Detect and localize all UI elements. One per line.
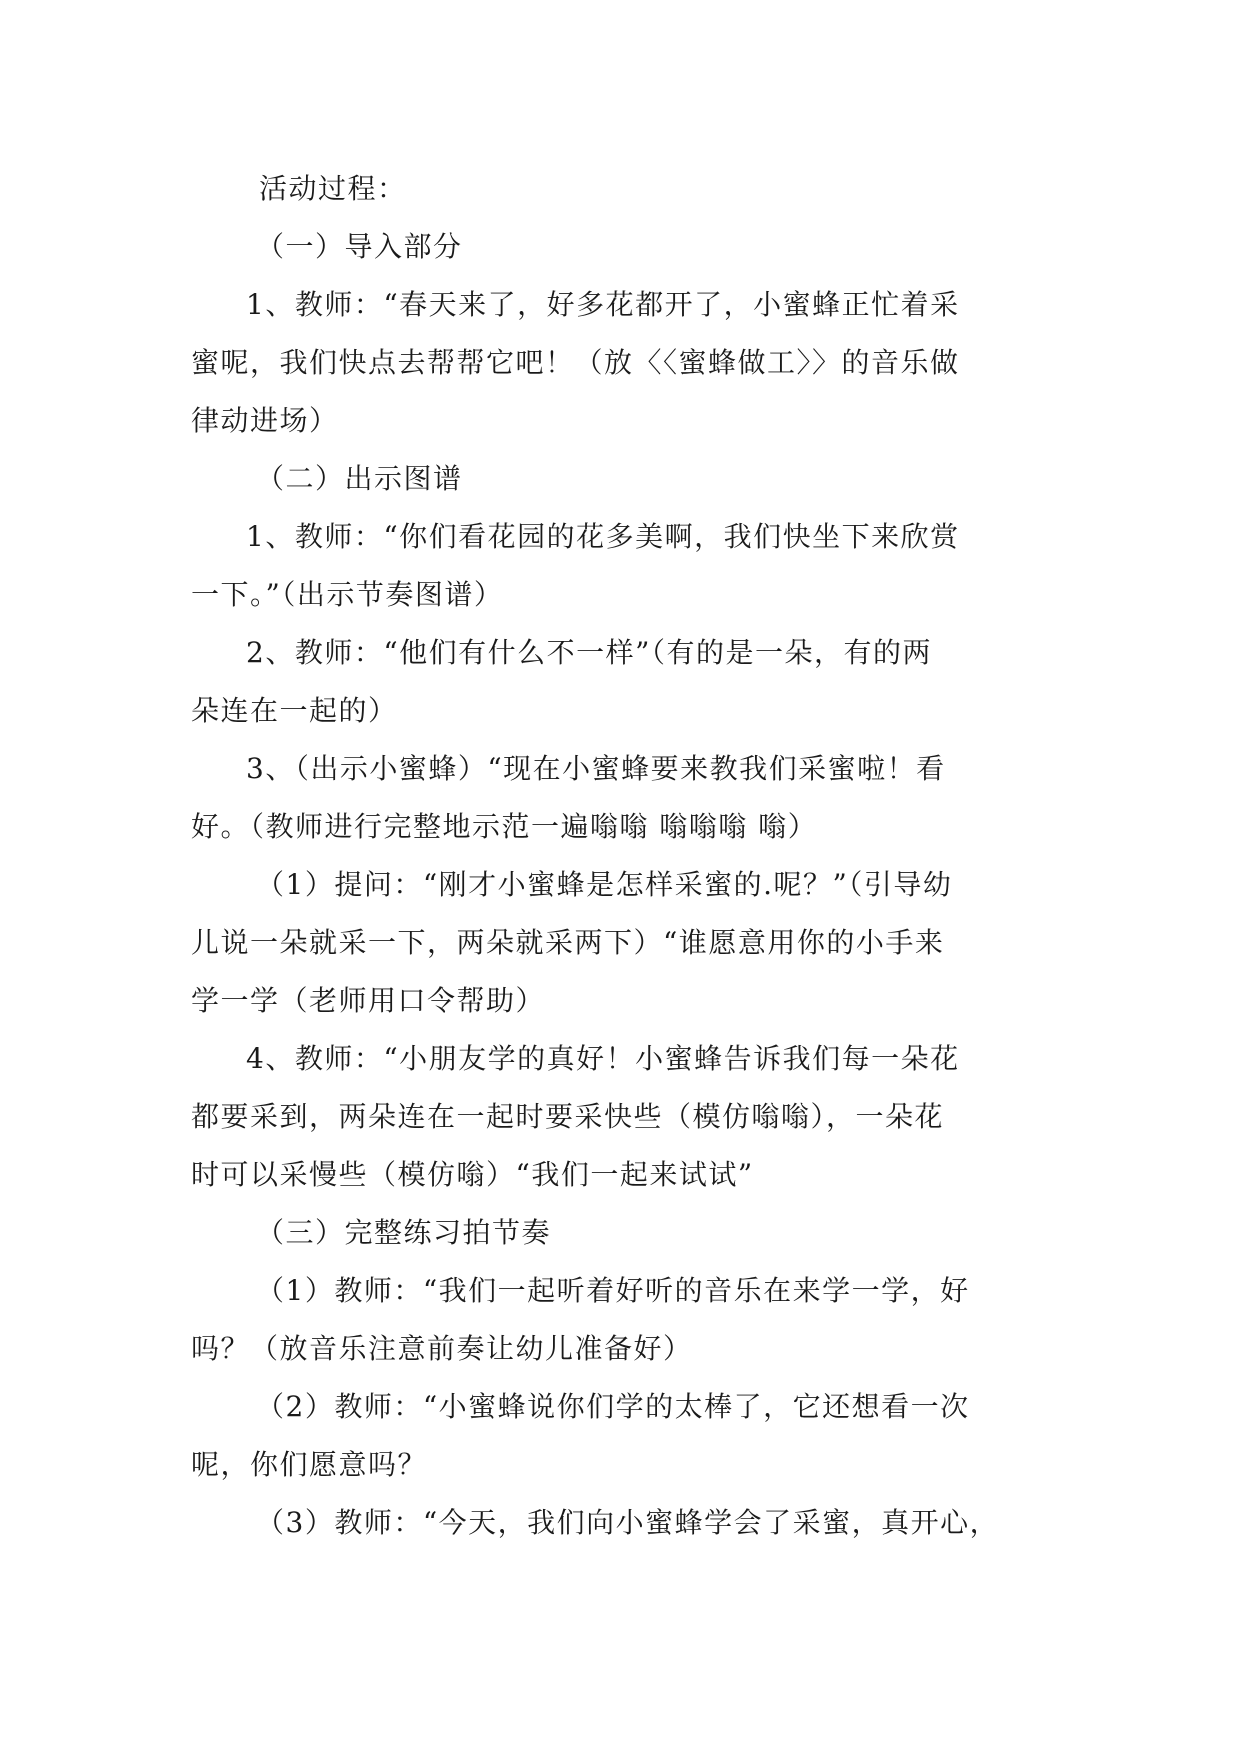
paragraph-line: 好。（教师进行完整地示范一遍嗡嗡 嗡嗡嗡 嗡）: [191, 810, 818, 843]
paragraph-line: 学一学（老师用口令帮助）: [191, 984, 546, 1017]
paragraph-line: （1）提问：“刚才小蜜蜂是怎样采蜜的.呢？”（引导幼: [256, 868, 953, 901]
paragraph-line: 儿说一朵就采一下，两朵就采两下）“谁愿意用你的小手来: [191, 926, 945, 959]
section-heading: 活动过程：: [259, 172, 407, 205]
subsection-heading: （三）完整练习拍节奏: [256, 1216, 552, 1249]
paragraph-line: 蜜呢，我们快点去帮帮它吧！（放〈〈蜜蜂做工〉〉的音乐做: [191, 346, 960, 379]
paragraph-line: 时可以采慢些（模仿嗡）“我们一起来试试”: [191, 1158, 754, 1191]
document-body: [191, 160, 1051, 1552]
subsection-heading: （一）导入部分: [256, 230, 463, 263]
paragraph-line: （1）教师：“我们一起听着好听的音乐在来学一学，好: [256, 1274, 970, 1307]
paragraph-line: 吗？（放音乐注意前奏让幼儿准备好）: [191, 1332, 693, 1365]
paragraph-line: 呢，你们愿意吗？: [191, 1448, 428, 1481]
paragraph-line: 4、教师：“小朋友学的真好！小蜜蜂告诉我们每一朵花: [246, 1042, 960, 1075]
paragraph-line: 都要采到，两朵连在一起时要采快些（模仿嗡嗡），一朵花: [191, 1100, 945, 1133]
paragraph-line: 1、教师：“春天来了，好多花都开了，小蜜蜂正忙着采: [246, 288, 960, 321]
paragraph-line: 2、教师：“他们有什么不一样”（有的是一朵，有的两: [246, 636, 932, 669]
paragraph-line: 3、（出示小蜜蜂）“现在小蜜蜂要来教我们采蜜啦！看: [246, 752, 946, 785]
paragraph-line: （2）教师：“小蜜蜂说你们学的太棒了，它还想看一次: [256, 1390, 970, 1423]
paragraph-line: 律动进场）: [191, 404, 339, 437]
paragraph-line: 1、教师：“你们看花园的花多美啊，我们快坐下来欣赏: [246, 520, 960, 553]
paragraph-line: 朵连在一起的）: [191, 694, 398, 727]
paragraph-line: （3）教师：“今天，我们向小蜜蜂学会了采蜜，真开心，: [256, 1506, 1000, 1539]
paragraph-line: 一下。”（出示节奏图谱）: [191, 578, 504, 611]
subsection-heading: （二）出示图谱: [256, 462, 463, 495]
